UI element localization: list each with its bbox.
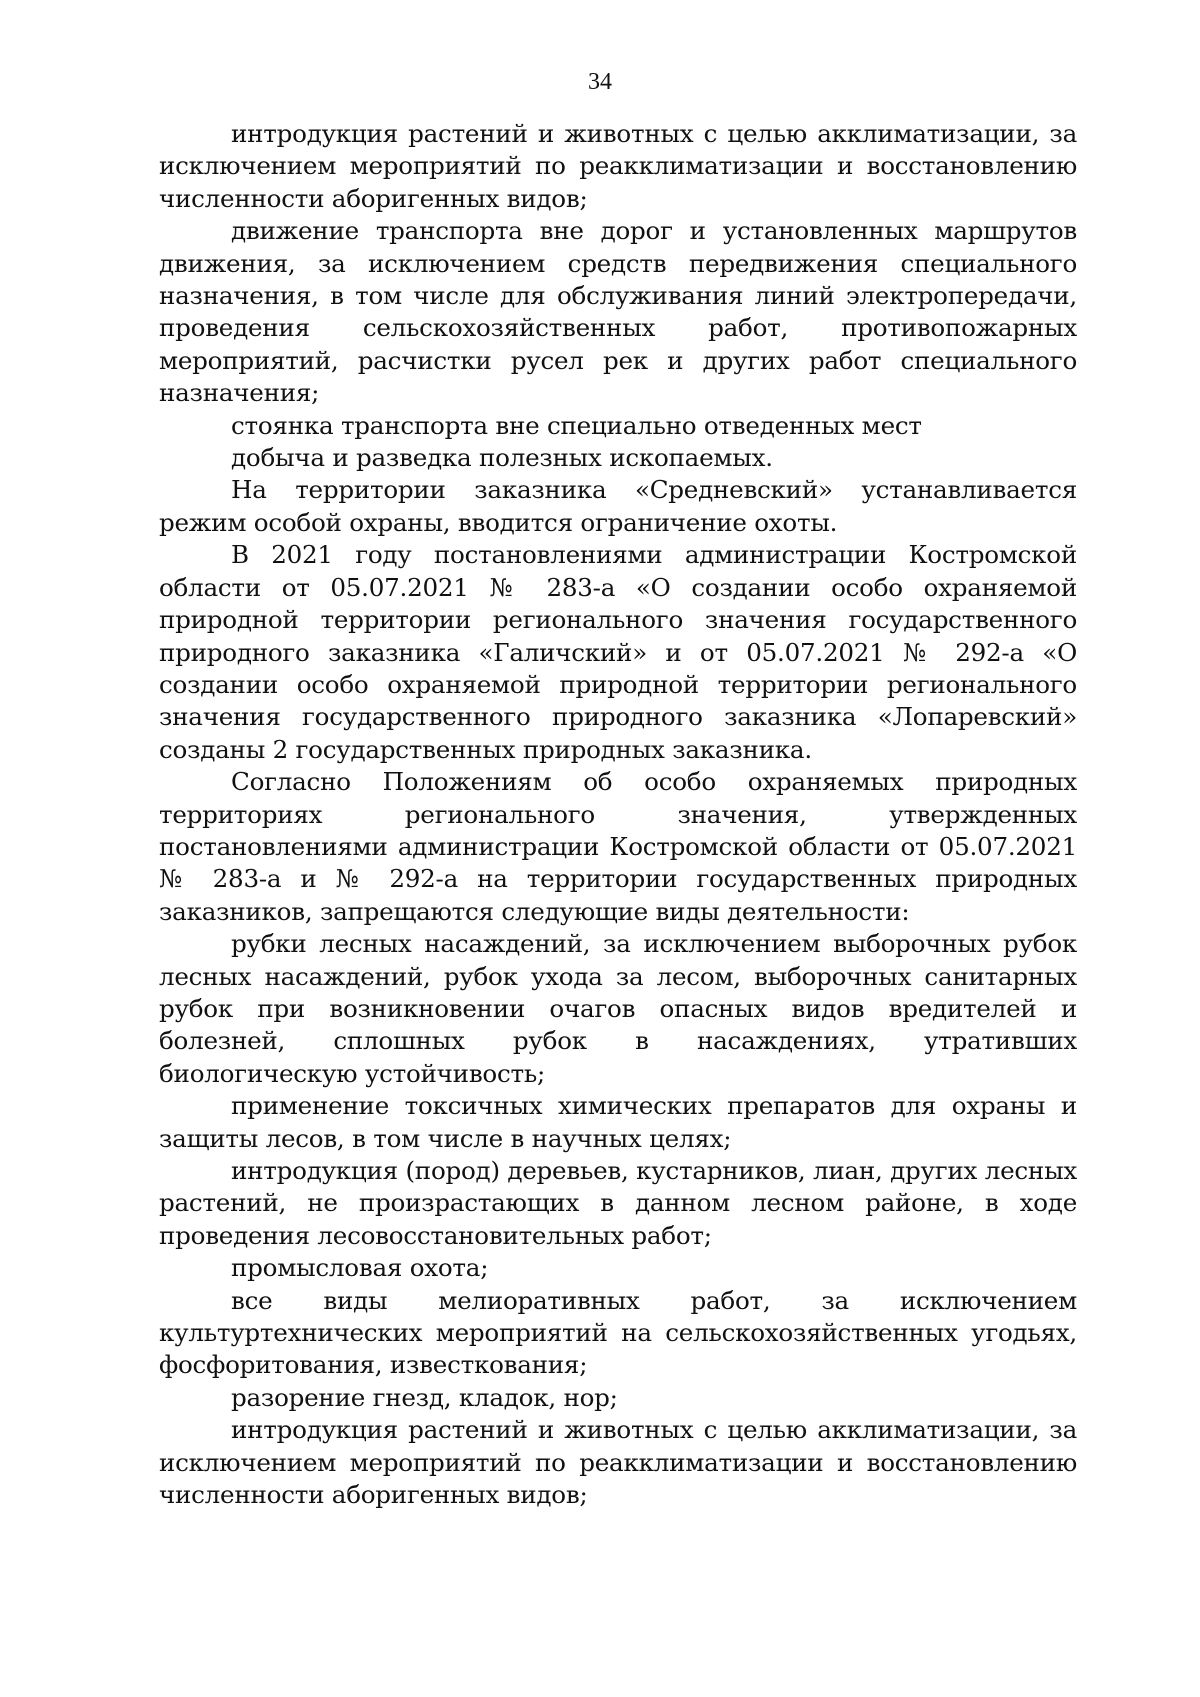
paragraph: промысловая охота;	[231, 1253, 489, 1283]
paragraph: все виды мелиоративных работ, за исключением культуртехнических мероприятий на сельскохозяйственных угодьях, фосфоритования, известкования;	[159, 1285, 1077, 1380]
paragraph: интродукция растений и животных с целью акклиматизации, за исключением мероприятий по реакклиматизации и восстановлению численности аборигенных видов;	[159, 1415, 1077, 1510]
paragraph: интродукция растений и животных с целью акклиматизации, за исключением мероприятий по реакклиматизации и восстановлению численности аборигенных видов;	[159, 119, 1077, 213]
paragraph: интродукция (пород) деревьев, кустарников, лиан, других лесных растений, не произрастающих в данном лесном районе, в ходе проведения лесовосстановительных работ;	[159, 1156, 1078, 1250]
paragraph: Согласно Положениям об особо охраняемых природных территориях регионального значения, утвержденных постановлениями администрации Костромской области от 05.07.2021 № 283-а и № 292-а на территории государственных природных заказников, запрещаются следующие виды деятельности:	[159, 767, 1077, 926]
document-body	[159, 118, 1077, 1511]
paragraph: добыча и разведка полезных ископаемых.	[231, 443, 773, 473]
paragraph: движение транспорта вне дорог и установленных маршрутов движения, за исключением средств передвижения специального назначения, в том числе для обслуживания линий электропередачи, проведения сельскохозяйственных работ, противопожарных мероприятий, расчистки русел рек и других работ специального назначения;	[159, 216, 1077, 408]
page-number: 34	[588, 69, 612, 95]
paragraph: рубки лесных насаждений, за исключением выборочных рубок лесных насаждений, рубок ухода за лесом, выборочных санитарных рубок при возникновении очагов опасных видов вредителей и болезней, сплошных рубок в насаждениях, утративших биологическую устойчивость;	[159, 929, 1077, 1088]
paragraph: применение токсичных химических препаратов для охраны и защиты лесов, в том числе в научных целях;	[159, 1091, 1077, 1153]
paragraph: разорение гнезд, кладок, нор;	[231, 1382, 618, 1412]
paragraph: На территории заказника «Средневский» устанавливается режим особой охраны, вводится ограничение охоты.	[159, 475, 1077, 537]
paragraph: стоянка транспорта вне специально отведенных мест	[231, 410, 922, 440]
paragraph: В 2021 году постановлениями администрации Костромской области от 05.07.2021 № 283-а «О создании особо охраняемой природной территории регионального значения государственного природного заказника «Галичский» и от 05.07.2021 № 292-а «О создании особо охраняемой природной территории регионального значения государственного природного заказника «Лопаревский» созданы 2 государственных природных заказника.	[159, 540, 1077, 764]
